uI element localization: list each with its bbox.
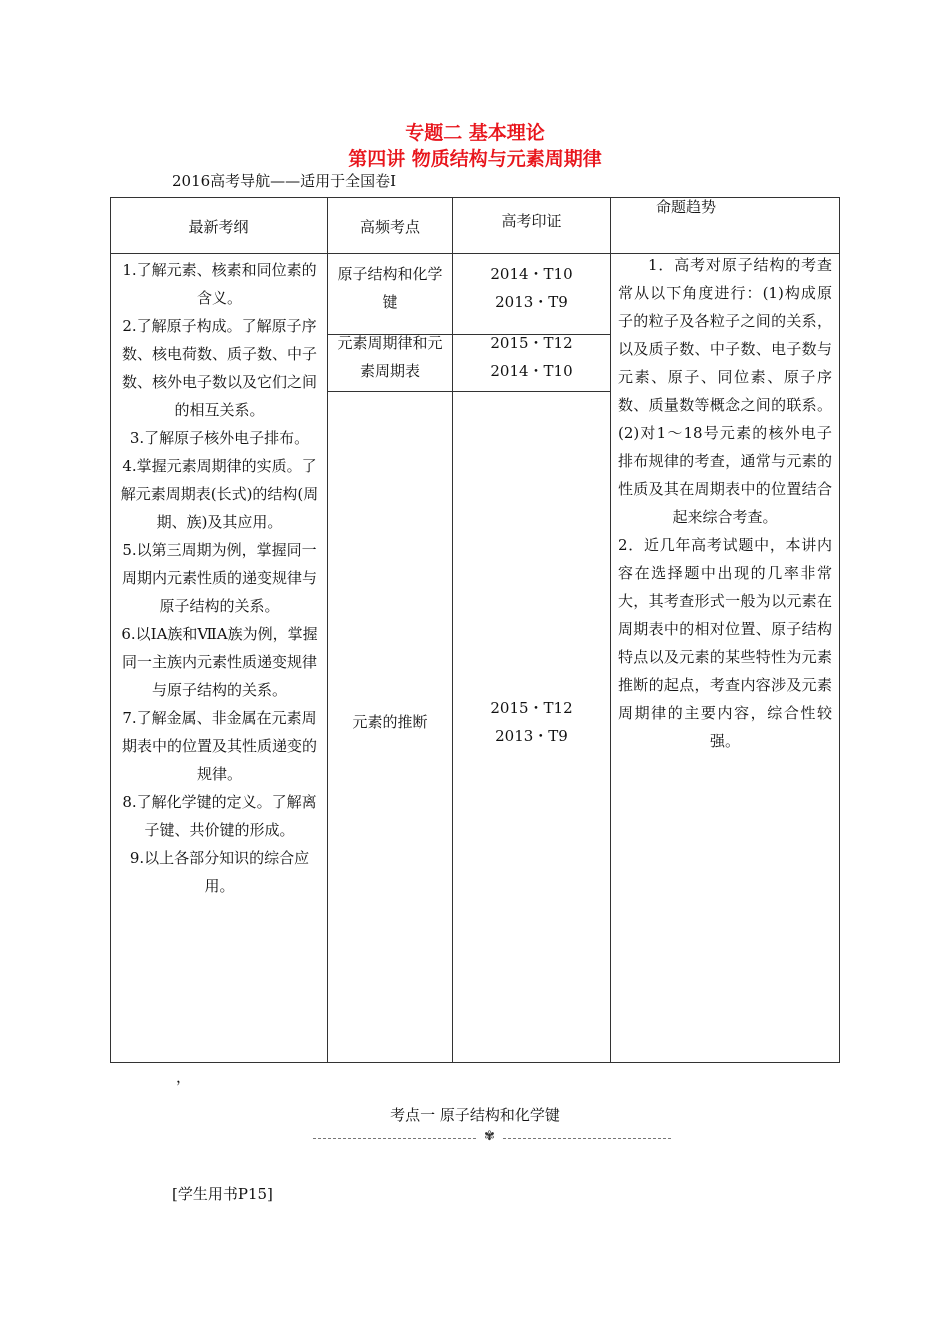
topic-proofs bbox=[453, 260, 610, 316]
proof-item: 2014・T10 bbox=[490, 362, 573, 380]
header-proofs: 高考印证 bbox=[501, 212, 562, 230]
outline-item: 6.以ⅠA族和ⅦA族为例，掌握同一主族内元素性质递变规律与原子结构的关系。 bbox=[121, 625, 318, 699]
exam-outline-table bbox=[110, 197, 840, 1063]
proof-item: 2013・T9 bbox=[495, 293, 568, 311]
trend-text bbox=[618, 251, 832, 755]
outline-list bbox=[118, 256, 321, 900]
header-topics: 高频考点 bbox=[359, 218, 420, 236]
proof-item: 2015・T12 bbox=[490, 334, 573, 352]
outline-item: 7.了解金属、非金属在元素周期表中的位置及其性质递变的规律。 bbox=[121, 709, 317, 783]
topic-name: 原子结构和化学键 bbox=[337, 265, 443, 311]
topic-name: 元素周期律和元素周期表 bbox=[337, 334, 443, 380]
outline-item: 2.了解原子构成。了解原子序数、核电荷数、质子数、中子数、核外电子数以及它们之间的相互关系。 bbox=[121, 317, 317, 419]
lecture-title: 第四讲 物质结构与元素周期律 bbox=[348, 148, 602, 170]
outline-item: 1.了解元素、核素和同位素的含义。 bbox=[122, 261, 317, 307]
topic-proofs bbox=[453, 694, 610, 750]
proof-item: 2015・T12 bbox=[490, 699, 573, 717]
outline-item: 4.掌握元素周期律的实质。了解元素周期表(长式)的结构(周期、族)及其应用。 bbox=[120, 457, 319, 531]
outline-item: 5.以第三周期为例，掌握同一周期内元素性质的递变规律与原子结构的关系。 bbox=[121, 541, 317, 615]
section-title: 考点一 原子结构和化学键 bbox=[390, 1106, 560, 1124]
trend-paragraph: 1．高考对原子结构的考查常从以下角度进行：(1)构成原子的粒子及各粒子之间的关系，以及质子数、中子数、电子数与元素、原子、同位素、原子序数、质量数等概念之间的联系。(2)对1～18号元素的核外电子排布规律的考查，通常与元素的性质及其在周期表中的位置结合起来综合考查。 bbox=[618, 256, 832, 526]
header-trend: 命题趋势 bbox=[655, 198, 716, 216]
document-title: 专题二 基本理论 bbox=[405, 122, 545, 144]
topic-name: 元素的推断 bbox=[352, 713, 428, 731]
flower-icon: ✾ bbox=[484, 1129, 495, 1144]
outline-item: 3.了解原子核外电子排布。 bbox=[129, 429, 310, 447]
outline-item: 9.以上各部分知识的综合应用。 bbox=[129, 849, 310, 895]
exam-navigation-label: 2016高考导航——适用于全国卷Ⅰ bbox=[172, 172, 397, 190]
outline-item: 8.了解化学键的定义。了解离子键、共价键的形成。 bbox=[122, 793, 317, 839]
page-reference: [学生用书P15] bbox=[172, 1185, 273, 1203]
topic-proofs bbox=[453, 329, 610, 385]
stray-comma: ， bbox=[176, 1068, 192, 1086]
trend-paragraph: 2．近几年高考试题中，本讲内容在选择题中出现的几率非常大，其考查形式一般为以元素在周期表中的相对位置、原子结构特点以及元素的某些特性为元素推断的起点，考查内容涉及元素周期律的主要内容，综合性较强。 bbox=[618, 536, 832, 750]
section-divider bbox=[313, 1131, 671, 1145]
header-outline: 最新考纲 bbox=[188, 218, 249, 236]
proof-item: 2014・T10 bbox=[490, 265, 573, 283]
proof-item: 2013・T9 bbox=[495, 727, 568, 745]
